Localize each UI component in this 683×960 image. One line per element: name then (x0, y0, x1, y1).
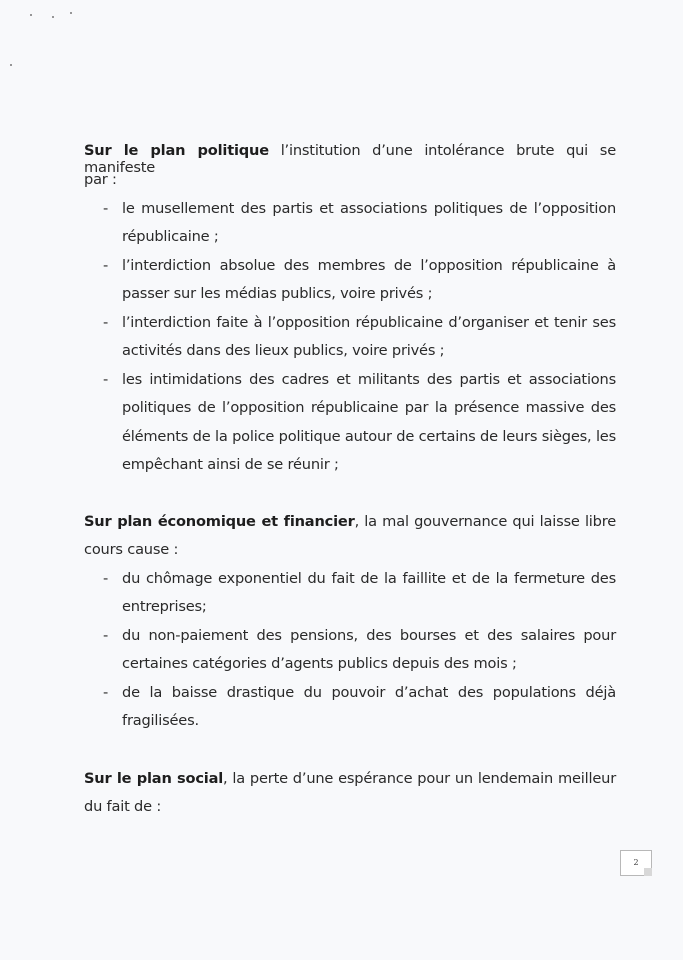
scan-speck (10, 64, 12, 66)
list-item: du non-paiement des pensions, des bourses et des salaires pour (122, 627, 616, 644)
list-item: le musellement des partis et associations politiques de l’opposition (122, 200, 616, 217)
list-item: empêchant ainsi de se réunir ; (122, 456, 339, 473)
page-number-text: 2 (633, 858, 639, 867)
list-item: certaines catégories d’agents publics depuis des mois ; (122, 655, 517, 672)
bullet: - (103, 314, 109, 331)
intro-text: cours cause : (84, 541, 179, 558)
scan-speck (30, 14, 32, 16)
list-item: fragilisées. (122, 712, 199, 729)
section-economique-intro (84, 513, 616, 530)
section-social-intro (84, 770, 616, 787)
section-heading: Sur plan économique et financier (84, 513, 355, 530)
intro-text: , la mal gouvernance qui laisse libre (354, 513, 616, 530)
list-item: entreprises; (122, 598, 207, 615)
intro-text: , la perte d’une espérance pour un lendemain meilleur (223, 770, 616, 787)
intro-text: par : (84, 171, 117, 188)
list-item: l’interdiction faite à l’opposition républicaine d’organiser et tenir ses (122, 314, 616, 331)
bullet: - (103, 684, 109, 701)
list-item: républicaine ; (122, 228, 219, 245)
list-item: du chômage exponentiel du fait de la faillite et de la fermeture des (122, 570, 616, 587)
list-item: passer sur les médias publics, voire privés ; (122, 285, 433, 302)
list-item: l’interdiction absolue des membres de l’opposition républicaine à (122, 257, 616, 274)
intro-text: du fait de : (84, 798, 162, 815)
list-item: éléments de la police politique autour de certains de leurs sièges, les (122, 428, 616, 445)
page-number (620, 850, 652, 876)
list-item: les intimidations des cadres et militants des partis et associations (122, 371, 616, 388)
intro-text: l’institution d’une intolérance brute qui se manifeste (84, 142, 616, 176)
page-curl-icon (644, 868, 652, 876)
bullet: - (103, 627, 109, 644)
bullet: - (103, 371, 109, 388)
bullet: - (103, 257, 109, 274)
list-item: politiques de l’opposition républicaine par la présence massive des (122, 399, 616, 416)
scan-speck (52, 16, 54, 18)
section-heading: Sur le plan social (84, 770, 224, 787)
scan-speck (70, 12, 72, 14)
list-item: de la baisse drastique du pouvoir d’achat des populations déjà (122, 684, 616, 701)
list-item: activités dans des lieux publics, voire privés ; (122, 342, 445, 359)
section-heading: Sur le plan politique (84, 142, 269, 159)
bullet: - (103, 570, 109, 587)
bullet: - (103, 200, 109, 217)
